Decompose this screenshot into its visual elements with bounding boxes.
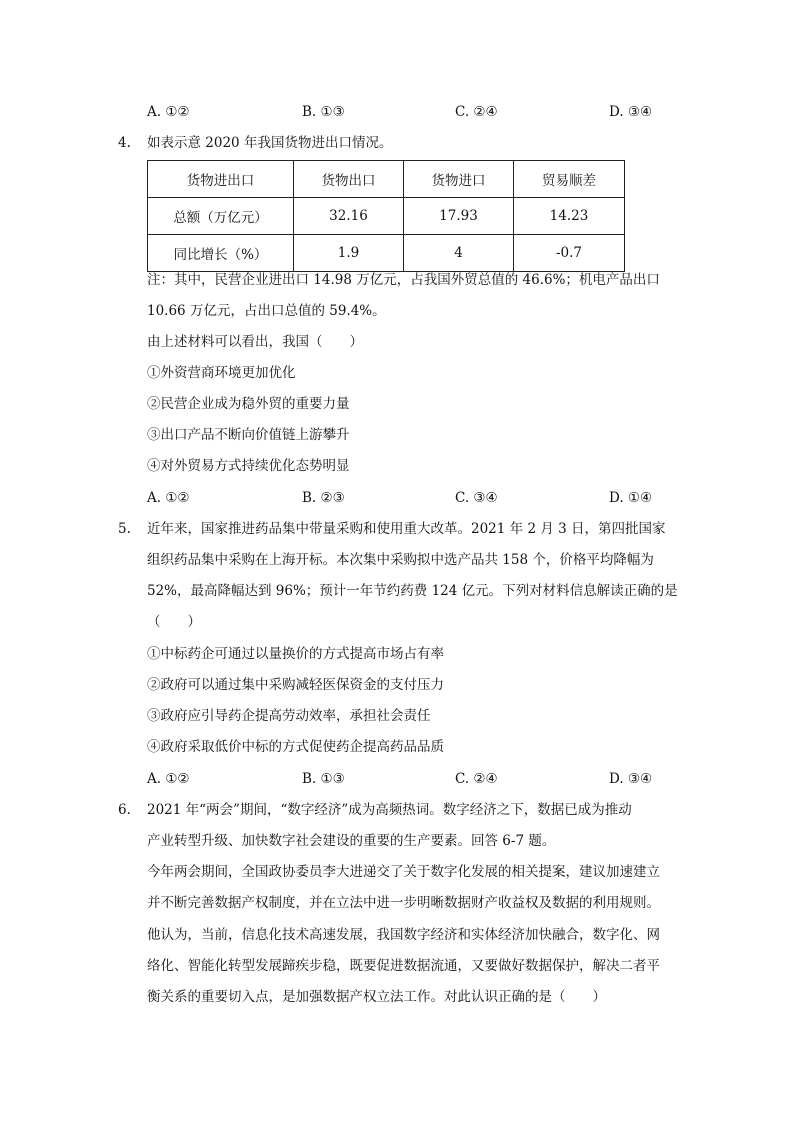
q3-option-a: A. ①② [147,104,190,120]
q4-number: 4. [118,135,131,151]
q6-line: 衡关系的重要切入点，是加强数据产权立法工作。对此认识正确的是（ ） [147,989,606,1005]
q5-item: ②政府可以通过集中采购减轻医保资金的支付压力 [147,677,444,693]
table-header-cell: 贸易顺差 [514,161,625,198]
table-cell: 总额（万亿元） [148,198,294,235]
q6-line: 今年两会期间，全国政协委员李大进递交了关于数字化发展的相关提案，建议加速建立 [147,864,660,880]
q5-options [147,769,653,789]
q4-note-line-1: 注：其中，民营企业进出口 14.98 万亿元，占我国外贸总值的 46.6%；机电产品出口 [147,272,660,288]
trade-table [147,160,625,272]
q6-line: 产业转型升级、加快数字社会建设的重要的生产要素。回答 6-7 题。 [147,833,556,849]
q4-option-a: A. ①② [147,490,190,506]
q4-item: ①外资营商环境更加优化 [147,365,296,381]
table-cell: 17.93 [404,198,514,235]
q4-item: ②民营企业成为稳外贸的重要力量 [147,396,350,412]
q5-option-d: D. ③④ [609,771,653,787]
q6-line: 2021 年“两会”期间，“数字经济”成为高频热词。数字经济之下，数据已成为推动 [147,802,632,818]
q3-option-c: C. ②④ [455,104,498,120]
q5-line: 近年来，国家推进药品集中带量采购和使用重大改革。2021 年 2 月 3 日，第四批国家 [147,521,666,537]
table-cell: 4 [404,235,514,272]
table-cell: 32.16 [294,198,404,235]
q5-line: （ ） [147,614,201,630]
q5-option-a: A. ①② [147,771,190,787]
table-row [148,198,625,235]
table-cell: 1.9 [294,235,404,272]
q4-option-d: D. ①④ [609,490,653,506]
q4-stem: 如表示意 2020 年我国货物进出口情况。 [147,135,393,151]
q5-line: 组织药品集中采购在上海开标。本次集中采购拟中选产品共 158 个，价格平均降幅为 [147,552,654,568]
q4-question: 由上述材料可以看出，我国（ ） [147,334,363,350]
q4-item: ③出口产品不断向价值链上游攀升 [147,427,350,443]
q3-options [147,102,653,122]
q6-line: 他认为，当前，信息化技术高速发展，我国数字经济和实体经济加快融合，数字化、网 [147,927,660,943]
q5-item: ④政府采取低价中标的方式促使药企提高药品品质 [147,739,444,755]
q5-item: ①中标药企可通过以量换价的方式提高市场占有率 [147,646,444,662]
q6-line: 并不断完善数据产权制度，并在立法中进一步明晰数据财产收益权及数据的利用规则。 [147,895,660,911]
q4-item: ④对外贸易方式持续优化态势明显 [147,458,350,474]
table-header-cell: 货物进出口 [148,161,294,198]
q5-option-c: C. ②④ [455,771,498,787]
q6-number: 6. [118,802,131,818]
table-header-cell: 货物出口 [294,161,404,198]
table-cell: 同比增长（%） [148,235,294,272]
q4-option-c: C. ③④ [455,490,498,506]
q5-item: ③政府应引导药企提高劳动效率，承担社会责任 [147,708,431,724]
q5-line: 52%，最高降幅达到 96%；预计一年节约药费 124 亿元。下列对材料信息解读正确的是 [147,583,678,599]
q4-options [147,488,653,508]
table-cell: -0.7 [514,235,625,272]
q6-line: 络化、智能化转型发展蹄疾步稳，既要促进数据流通，又要做好数据保护，解决二者平 [147,958,660,974]
table-header-cell: 货物进口 [404,161,514,198]
table-row [148,235,625,272]
q5-option-b: B. ①③ [302,771,345,787]
q4-option-b: B. ②③ [302,490,345,506]
table-cell: 14.23 [514,198,625,235]
q4-note-line-2: 10.66 万亿元，占出口总值的 59.4%。 [147,303,386,319]
q3-option-d: D. ③④ [609,104,653,120]
table-header-row [148,161,625,198]
q3-option-b: B. ①③ [302,104,345,120]
q5-number: 5. [118,521,131,537]
